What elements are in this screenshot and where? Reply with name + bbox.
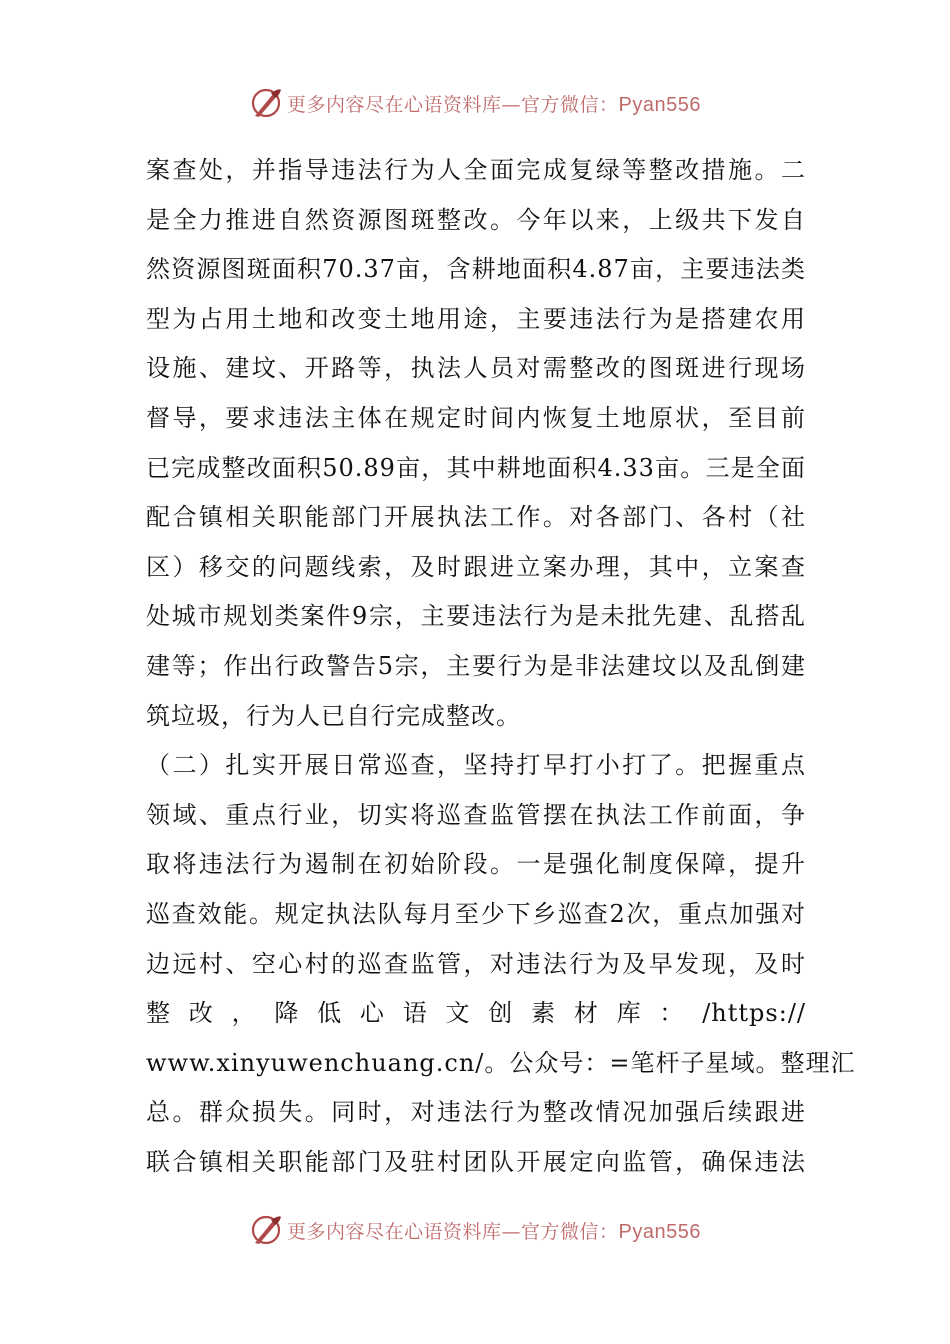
text-line: 取将违法行为遏制在初始阶段。一是强化制度保障，提升 <box>146 850 806 879</box>
text-line: 建等；作出行政警告5宗，主要行为是非法建坟以及乱倒建 <box>146 651 806 680</box>
banner-text: 更多内容尽在心语资料库—官方微信：Pyan556 <box>287 93 701 116</box>
document-body <box>146 146 856 1187</box>
text-line: 配合镇相关职能部门开展执法工作。对各部门、各村（社 <box>146 503 806 532</box>
quill-logo-icon <box>249 86 283 120</box>
text-line: 边远村、空心村的巡查监管，对违法行为及早发现，及时 <box>146 949 806 978</box>
text-line: 已完成整改面积50.89亩，其中耕地面积4.33亩。三是全面 <box>146 453 806 482</box>
text-line: 是全力推进自然资源图斑整改。今年以来，上级共下发自 <box>146 205 806 234</box>
text-line: 然资源图斑面积70.37亩，含耕地面积4.87亩，主要违法类 <box>146 255 806 284</box>
text-line: www.xinyuwenchuang.cn/。公众号：=笔杆子星域。整理汇 <box>146 1048 856 1077</box>
text-line: 整 改 ， 降 低 心 语 文 创 素 材 库 ： /https:// <box>146 999 806 1028</box>
text-line: 区）移交的问题线索，及时跟进立案办理，其中，立案查 <box>146 552 806 581</box>
text-line: 处城市规划类案件9宗，主要违法行为是未批先建、乱搭乱 <box>146 602 806 631</box>
footer-banner <box>0 1210 950 1250</box>
text-line: 筑垃圾，行为人已自行完成整改。 <box>146 701 521 730</box>
wechat-id: Pyan556 <box>618 1220 701 1243</box>
text-line: 案查处，并指导违法行为人全面完成复绿等整改措施。二 <box>146 156 806 184</box>
header-banner <box>0 83 950 123</box>
banner-text: 更多内容尽在心语资料库—官方微信：Pyan556 <box>287 1220 701 1243</box>
text-line: （二）扎实开展日常巡查，坚持打早打小打了。把握重点 <box>146 751 806 780</box>
text-line: 督导，要求违法主体在规定时间内恢复土地原状，至目前 <box>146 403 806 432</box>
text-line: 巡查效能。规定执法队每月至少下乡巡查2次，重点加强对 <box>146 899 806 928</box>
text-line: 设施、建坟、开路等，执法人员对需整改的图斑进行现场 <box>146 354 806 383</box>
text-line: 总。群众损失。同时，对违法行为整改情况加强后续跟进 <box>146 1098 806 1127</box>
text-line: 联合镇相关职能部门及驻村团队开展定向监管，确保违法 <box>146 1147 806 1176</box>
quill-logo-icon <box>249 1213 283 1247</box>
wechat-id: Pyan556 <box>618 93 701 116</box>
text-line: 领域、重点行业，切实将巡查监管摆在执法工作前面，争 <box>146 800 806 829</box>
text-line: 型为占用土地和改变土地用途，主要违法行为是搭建农用 <box>146 304 806 333</box>
